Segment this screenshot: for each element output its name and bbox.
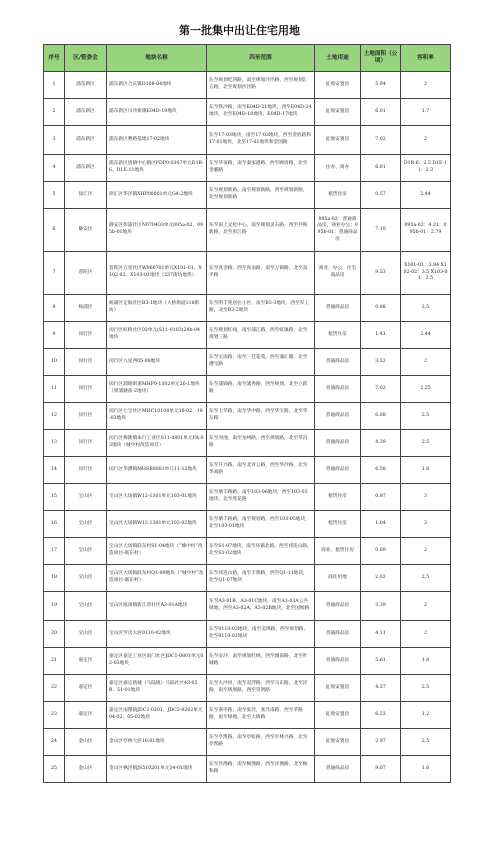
cell-scope: 东至嘉申路，南至张泾，张泾南路，西至莘路路，南至绿地，北至大街路	[207, 702, 315, 729]
cell-use: 普通商品房	[315, 295, 361, 322]
cell-scope: 东至宝南路，南至三佳花苑，西至蒲汇塘，北至漕宝路	[207, 349, 315, 376]
cell-name: 闵行区九星西05-08地块	[107, 349, 207, 376]
table-row	[44, 457, 451, 484]
page-title: 第一批集中出让住宅用地	[179, 24, 300, 37]
cell-name: 金山区枫泾镇JS510201单元34-01地块	[107, 756, 207, 783]
table-row	[44, 182, 451, 209]
cell-far: 3	[401, 511, 451, 538]
cell-area: 6.81	[361, 155, 401, 182]
cell-name: 宝山区大场镇W12-1301单元103-01地块	[107, 484, 207, 511]
cell-far: 2	[401, 349, 451, 376]
cell-name: 宝山区大场镇联东村S1-04地块（“城中村”改造项目-联东村）	[107, 538, 207, 565]
cell-district: 浦东新区	[65, 72, 107, 99]
cell-far: 2	[401, 538, 451, 565]
cell-name: 金山区亭林大居10-01地块	[107, 729, 207, 756]
cell-far: 2.5	[401, 295, 451, 322]
cell-area: 7.02	[361, 126, 401, 155]
table-row	[44, 376, 451, 403]
cell-name: 浦东新区唐镇中心镇区PDP0-0307单元D1B-6、D1E-11地块	[107, 155, 207, 182]
cell-use: 普通商品房	[315, 648, 361, 675]
cell-scope: 东至真金路，西至真南路，南至万镇路，北至富平路	[207, 252, 315, 295]
cell-far: 2.5	[401, 403, 451, 430]
cell-use: 征收安置房	[315, 72, 361, 99]
cell-area: 7.10	[361, 209, 401, 252]
cell-name: 闵行区浦锦街道MHP0-1302单元26-1地块（周浦塘南-2地块）	[107, 376, 207, 403]
cell-scope: 东至规划红线，南至浦江路，西至虹镇路，北至规划三路	[207, 322, 315, 349]
cell-no: 17	[44, 538, 65, 565]
table-row	[44, 295, 451, 322]
cell-use: 征收安置房	[315, 126, 361, 155]
cell-district: 静安区	[65, 209, 107, 252]
cell-district: 浦东新区	[65, 126, 107, 155]
cell-name: 杨浦区定海社区B3-1地块（大桥街道118街坊）	[107, 295, 207, 322]
cell-scope: 东至铁沙路，南至E04D-21地块，西至E04D-24地块，北至E04D-18地块、E04D-17地块	[207, 99, 315, 126]
cell-name: 嘉定区南翔镇JDC2-0201、JDC2-0202单元04-02、05-02地块	[107, 702, 207, 729]
cell-use: 商住用地	[315, 565, 361, 592]
cell-area: 2.97	[361, 729, 401, 756]
cell-district: 闵行区	[65, 322, 107, 349]
cell-district: 宝山区	[65, 565, 107, 592]
cell-no: 19	[44, 592, 65, 621]
cell-area: 9.07	[361, 756, 401, 783]
cell-district: 金山区	[65, 729, 107, 756]
cell-scope: 东至开兴路，南至北青公路，西至华沙路，北至华高路	[207, 457, 315, 484]
cell-name: 浦东新区合庆镇D108-04地块	[107, 72, 207, 99]
cell-area: 6.01	[361, 99, 401, 126]
cell-scope: 东至规划新路，南至规划新路，西至规划新路，北至规划新路	[207, 182, 315, 209]
cell-far: X101-01：3.84 X102-02：3.5 X103-01：2.5	[401, 252, 451, 295]
cell-far: 3	[401, 484, 451, 511]
cell-name: 宝山区大场镇联东村Q1-09地块（“城中村”改造项目-联东村）	[107, 565, 207, 592]
cell-far: 2.5	[401, 565, 451, 592]
table-row	[44, 99, 451, 126]
cell-area: 9.53	[361, 252, 401, 295]
cell-far: 2.5	[401, 729, 451, 756]
cell-name: 闵行区华漕镇MHSB0001单元11-12地块	[107, 457, 207, 484]
cell-area: 0.87	[361, 484, 401, 511]
table-row	[44, 648, 451, 675]
cell-use: 征收安置房	[315, 99, 361, 126]
cell-far: 1.2	[401, 702, 451, 729]
column-header: 土地面积（公顷）	[361, 45, 401, 72]
cell-no: 22	[44, 675, 65, 702]
cell-use: 普通商品房	[315, 621, 361, 648]
table-row	[44, 430, 451, 457]
cell-use: 征收安置房	[315, 729, 361, 756]
cell-district: 宝山区	[65, 484, 107, 511]
cell-scope: 东至河池，南至龙州路，西至规划路，北至莘沟路	[207, 430, 315, 457]
column-header: 序号	[44, 45, 65, 72]
cell-use: 普通商品房	[315, 756, 361, 783]
column-header: 四至范围	[207, 45, 315, 72]
cell-no: 4	[44, 155, 65, 182]
cell-name: 浦东新区曹路基地17-02地块	[107, 126, 207, 155]
table-row	[44, 565, 451, 592]
cell-district: 闵行区	[65, 376, 107, 403]
cell-use: 商业、租赁住房	[315, 538, 361, 565]
cell-district: 普陀区	[65, 252, 107, 295]
cell-area: 5.94	[361, 72, 401, 99]
cell-no: 13	[44, 430, 65, 457]
cell-name: 普陀区万里社区W060701单元X101-01、X102-02、X103-01地块（237街坊地块）	[107, 252, 207, 295]
cell-far: 2	[401, 621, 451, 648]
cell-scope: 东至大沙河，南至双浮路，西至马东路，北至洋路，南至规划路，西至崇贤路	[207, 675, 315, 702]
cell-far: 095a-02：4.31；095b-01：2.79	[401, 209, 451, 252]
cell-district: 徐汇区	[65, 182, 107, 209]
cell-area: 0.88	[361, 295, 401, 322]
land-table	[43, 44, 451, 783]
cell-far: 2.25	[401, 376, 451, 403]
cell-no: 25	[44, 756, 65, 783]
cell-area: 4.11	[361, 621, 401, 648]
cell-scope: 东至塘丰路路，南至103-06地块，西至103-03地块，北至莲花路	[207, 484, 315, 511]
cell-no: 20	[44, 621, 65, 648]
cell-no: 14	[44, 457, 65, 484]
cell-far: 2.44	[401, 322, 451, 349]
table-row	[44, 675, 451, 702]
cell-no: 6	[44, 209, 65, 252]
cell-area: 1.41	[361, 322, 401, 349]
cell-use: 普通商品房	[315, 457, 361, 484]
cell-district: 浦东新区	[65, 99, 107, 126]
cell-no: 8	[44, 295, 65, 322]
cell-no: 18	[44, 565, 65, 592]
column-header: 容积率	[401, 45, 451, 72]
cell-use: 租赁住房	[315, 511, 361, 538]
table-row	[44, 511, 451, 538]
cell-area: 4.39	[361, 430, 401, 457]
cell-area: 4.37	[361, 675, 401, 702]
cell-use: 普通商品房	[315, 430, 361, 457]
cell-area: 0.69	[361, 538, 401, 565]
cell-use: 租赁住房	[315, 322, 361, 349]
cell-area: 0.57	[361, 182, 401, 209]
cell-area: 1.04	[361, 511, 401, 538]
cell-area: 5.61	[361, 648, 401, 675]
table-row	[44, 484, 451, 511]
cell-district: 嘉定区	[65, 702, 107, 729]
cell-far: 2	[401, 592, 451, 621]
cell-name: 闵行区梅陇镇朱行工业区S11-0801单元FA-03地块（城中村改造项目）	[107, 430, 207, 457]
cell-use: 租赁住房	[315, 182, 361, 209]
table-row	[44, 209, 451, 252]
cell-name: 宝山区大场镇W12-1301单元103-02地块	[107, 511, 207, 538]
cell-area: 3.39	[361, 592, 401, 621]
cell-far: 2	[401, 126, 451, 155]
cell-district: 嘉定区	[65, 648, 107, 675]
table-row	[44, 729, 451, 756]
cell-far: 2.5	[401, 430, 451, 457]
table-row	[44, 403, 451, 430]
cell-scope: 东至S1-07地块，南至环镇北路，西至祁连山路，北至S1-02地块	[207, 538, 315, 565]
cell-use: 095a-02：普通商品房，商业办公；095b-01：普通商品房	[315, 209, 361, 252]
cell-district: 闵行区	[65, 457, 107, 484]
cell-name: 嘉定区嘉定新城（马陆镇）马陆社区43-05B、51-01地块	[107, 675, 207, 702]
cell-district: 嘉定区	[65, 675, 107, 702]
cell-far: 1.6	[401, 756, 451, 783]
column-header: 区/管委会	[65, 45, 107, 72]
cell-no: 21	[44, 648, 65, 675]
cell-district: 宝山区	[65, 511, 107, 538]
table-body	[44, 72, 451, 783]
cell-scope: 东至明丰苑居住小区，南至B3-3地块，西至军工路，北至B3-2地块	[207, 295, 315, 322]
table-row	[44, 621, 451, 648]
cell-scope: 东至泾渔路，南至枫渔路，西至泾渔路，北至枫和路	[207, 756, 315, 783]
cell-name: 嘉定区嘉定工业区南门社区JDC1-0801单元02-03地块	[107, 648, 207, 675]
cell-use: 征收安置房	[315, 702, 361, 729]
cell-area: 2.02	[361, 565, 401, 592]
cell-no: 11	[44, 376, 65, 403]
cell-scope: 东至塘丰路路，南至规划路，西至103-05地块，北至103-01地块	[207, 511, 315, 538]
cell-no: 2	[44, 99, 65, 126]
cell-scope: 东至华谊路，南至秦家港路，西至顾唐路，北至金湘路	[207, 155, 315, 182]
cell-scope: 东至七莘路，南至华中路，西至华宝路，北至华友路	[207, 403, 315, 430]
cell-scope: 东至规划纪四路，南至规划沙泾路，西至规划汇五路，北至规划沙泾路	[207, 72, 315, 99]
cell-no: 7	[44, 252, 65, 295]
cell-far: 1.7	[401, 99, 451, 126]
table-row	[44, 155, 451, 182]
cell-use: 普通商品房	[315, 403, 361, 430]
cell-use: 普通商品房	[315, 349, 361, 376]
cell-district: 闵行区	[65, 430, 107, 457]
cell-scope: 东至安沙，南至规划红线，西至城南路，北至叶城路	[207, 648, 315, 675]
table-row	[44, 592, 451, 621]
cell-use: 租赁住房	[315, 484, 361, 511]
cell-district: 浦东新区	[65, 155, 107, 182]
cell-no: 12	[44, 403, 65, 430]
cell-name: 闵行区七宝社区MHC10104单元16-02、18-03地块	[107, 403, 207, 430]
cell-no: 1	[44, 72, 65, 99]
cell-scope: 东至祁连山路，南至丰翔路，西至Q1-11地块，北至Q1-07地块	[207, 565, 315, 592]
cell-name: 宝山区淞南镇新江湾社区A3-01A地块	[107, 592, 207, 621]
cell-far: 2.44	[401, 182, 451, 209]
cell-scope: 东至0110-03地块，南至美博路，西至规划路，北至0110-01地块	[207, 621, 315, 648]
cell-district: 闵行区	[65, 403, 107, 430]
cell-name: 浦东新区川沙新镇E04D-19地块	[107, 99, 207, 126]
cell-name: 静安区彭浦社区N070403单元095a-02、095b-01地块	[107, 209, 207, 252]
table-header-row	[44, 45, 451, 72]
cell-district: 杨浦区	[65, 295, 107, 322]
cell-scope: 东至南上文化中心，南至规划灵石路，西至共和新路，北至彭江路	[207, 209, 315, 252]
cell-no: 15	[44, 484, 65, 511]
column-header: 地块名称	[107, 45, 207, 72]
cell-scope: 东至亭凯路，南至亭虹路，西至亭林兴路，北至亭凯路	[207, 729, 315, 756]
cell-scope: 东至浦锦路，南至浦秀路，西至规划，北至立跃路	[207, 376, 315, 403]
cell-no: 24	[44, 729, 65, 756]
cell-district: 闵行区	[65, 349, 107, 376]
table-row	[44, 349, 451, 376]
table-row	[44, 322, 451, 349]
cell-district: 金山区	[65, 756, 107, 783]
cell-use: 普通商品房	[315, 592, 361, 621]
cell-name: 徐汇区华泾镇XHP00001单元G4-2地块	[107, 182, 207, 209]
cell-district: 宝山区	[65, 592, 107, 621]
cell-no: 5	[44, 182, 65, 209]
table-row	[44, 72, 451, 99]
cell-area: 6.68	[361, 403, 401, 430]
cell-area: 7.02	[361, 376, 401, 403]
table-row	[44, 126, 451, 155]
table-row	[44, 756, 451, 783]
cell-use: 住办、商办	[315, 155, 361, 182]
cell-use: 普通商品房	[315, 376, 361, 403]
cell-use: 征收安置房	[315, 675, 361, 702]
cell-district: 宝山区	[65, 538, 107, 565]
cell-use: 商业、办公、住宅商品房	[315, 252, 361, 295]
column-header: 土地用途	[315, 45, 361, 72]
table-row	[44, 702, 451, 729]
cell-no: 16	[44, 511, 65, 538]
cell-far: D1B-6：2.5 D1E-11：2.3	[401, 155, 451, 182]
cell-area: 3.32	[361, 349, 401, 376]
cell-no: 9	[44, 322, 65, 349]
table-row	[44, 538, 451, 565]
cell-far: 1.8	[401, 648, 451, 675]
cell-name: 宝山区罗店大居0110-02地块	[107, 621, 207, 648]
cell-no: 10	[44, 349, 65, 376]
cell-district: 宝山区	[65, 621, 107, 648]
cell-area: 6.23	[361, 702, 401, 729]
cell-area: 6.58	[361, 457, 401, 484]
cell-far: 2	[401, 72, 451, 99]
table-row	[44, 252, 451, 295]
cell-no: 3	[44, 126, 65, 155]
cell-far: 1.8	[401, 457, 451, 484]
cell-scope: 东至A3-01B、A3-01C地块，南至A3-03A公共绿地，西至A3-02A、A3-02B地块，北至国闻路	[207, 592, 315, 621]
cell-name: 闵行区虹桥社区03单元(S11-0103)29b-04地块	[107, 322, 207, 349]
cell-scope: 东至17-03地块，南至17-03地块，西至金底路和17-01地块，北至17-01地块和金园路	[207, 126, 315, 155]
cell-far: 2.5	[401, 675, 451, 702]
cell-no: 23	[44, 702, 65, 729]
